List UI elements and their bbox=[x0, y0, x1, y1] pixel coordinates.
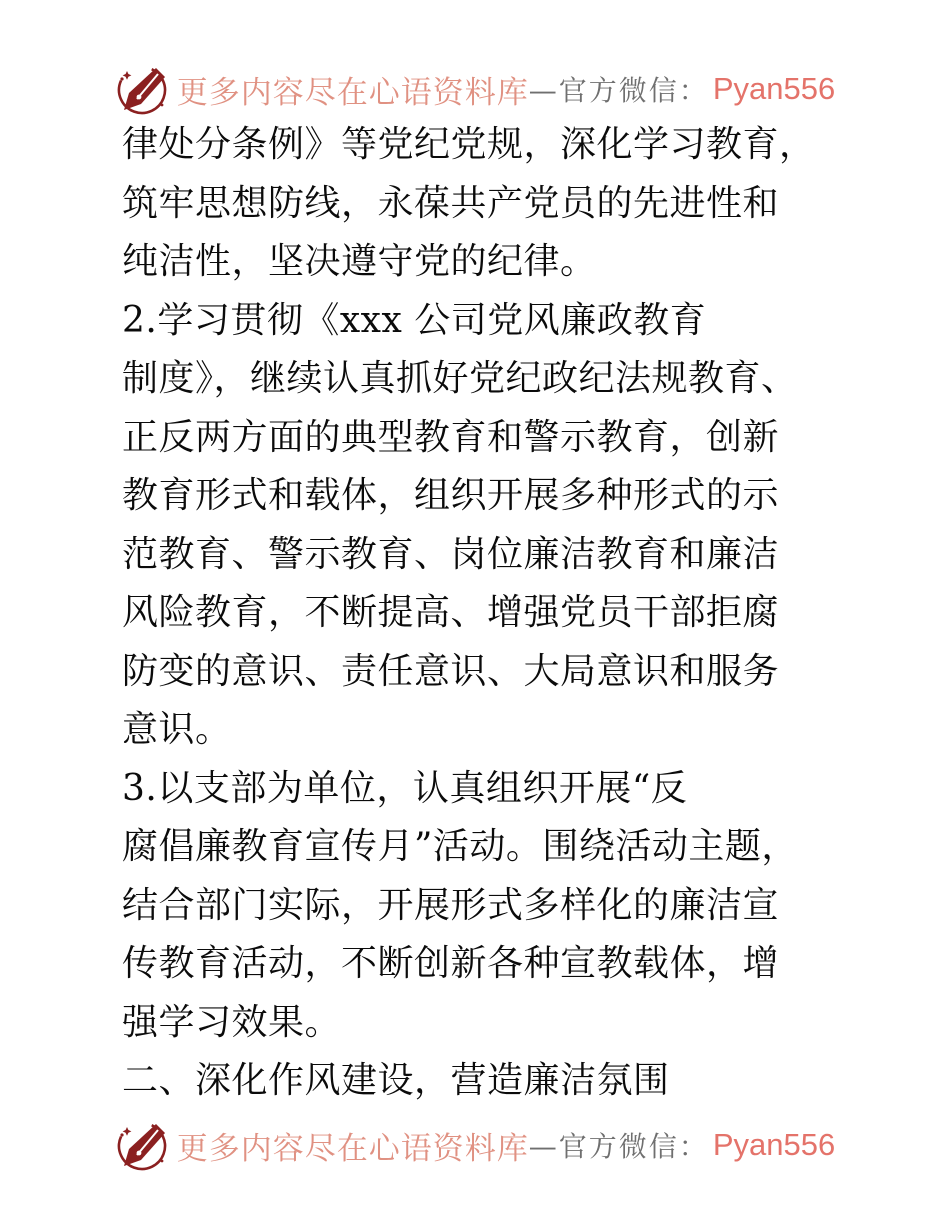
text-line: 强学习效果。 bbox=[122, 1001, 342, 1043]
watermark-site-text: 更多内容尽在心语资料库 bbox=[176, 74, 529, 111]
text-line: 筑牢思想防线，永葆共产党员的先进性和 bbox=[122, 182, 780, 224]
watermark-wechat-id: Pyan556 bbox=[712, 71, 836, 106]
text-line: 3.以支部为单位，认真组织开展“反 bbox=[122, 767, 688, 809]
watermark-site-text: 更多内容尽在心语资料库 bbox=[176, 1130, 529, 1167]
watermark-wechat-label: —官方微信： bbox=[528, 1130, 709, 1163]
watermark-footer bbox=[0, 1118, 950, 1172]
document-body bbox=[122, 116, 910, 1111]
watermark-header bbox=[0, 62, 950, 116]
text-line: 意识。 bbox=[122, 709, 232, 750]
text-line: 防变的意识、责任意识、大局意识和服务 bbox=[122, 650, 780, 692]
text-line: 教育形式和载体，组织开展多种形式的示 bbox=[122, 475, 780, 516]
text-line: 纯洁性，坚决遵守党的纪律。 bbox=[122, 241, 597, 282]
pen-nib-circle-icon bbox=[115, 1118, 169, 1172]
text-line: 传教育活动，不断创新各种宣教载体，增 bbox=[122, 943, 780, 984]
text-line: 二、深化作风建设，营造廉洁氛围 bbox=[122, 1060, 670, 1101]
text-line: 结合部门实际，开展形式多样化的廉洁宣 bbox=[122, 884, 780, 926]
text-line: 正反两方面的典型教育和警示教育，创新 bbox=[122, 416, 780, 458]
pen-nib-circle-icon bbox=[115, 62, 169, 116]
text-line: 腐倡廉教育宣传月”活动。围绕活动主题， bbox=[122, 826, 798, 867]
text-line: 律处分条例》等党纪党规，深化学习教育， bbox=[122, 124, 816, 165]
watermark-wechat-id: Pyan556 bbox=[712, 1127, 836, 1162]
text-line: 2.学习贯彻《xxx 公司党风廉政教育 bbox=[122, 299, 707, 341]
text-line: 制度》，继续认真抓好党纪政纪法规教育、 bbox=[122, 358, 798, 399]
watermark-wechat-label: —官方微信： bbox=[528, 74, 709, 107]
text-line: 风险教育，不断提高、增强党员干部拒腐 bbox=[122, 592, 780, 633]
text-line: 范教育、警示教育、岗位廉洁教育和廉洁 bbox=[122, 533, 780, 575]
